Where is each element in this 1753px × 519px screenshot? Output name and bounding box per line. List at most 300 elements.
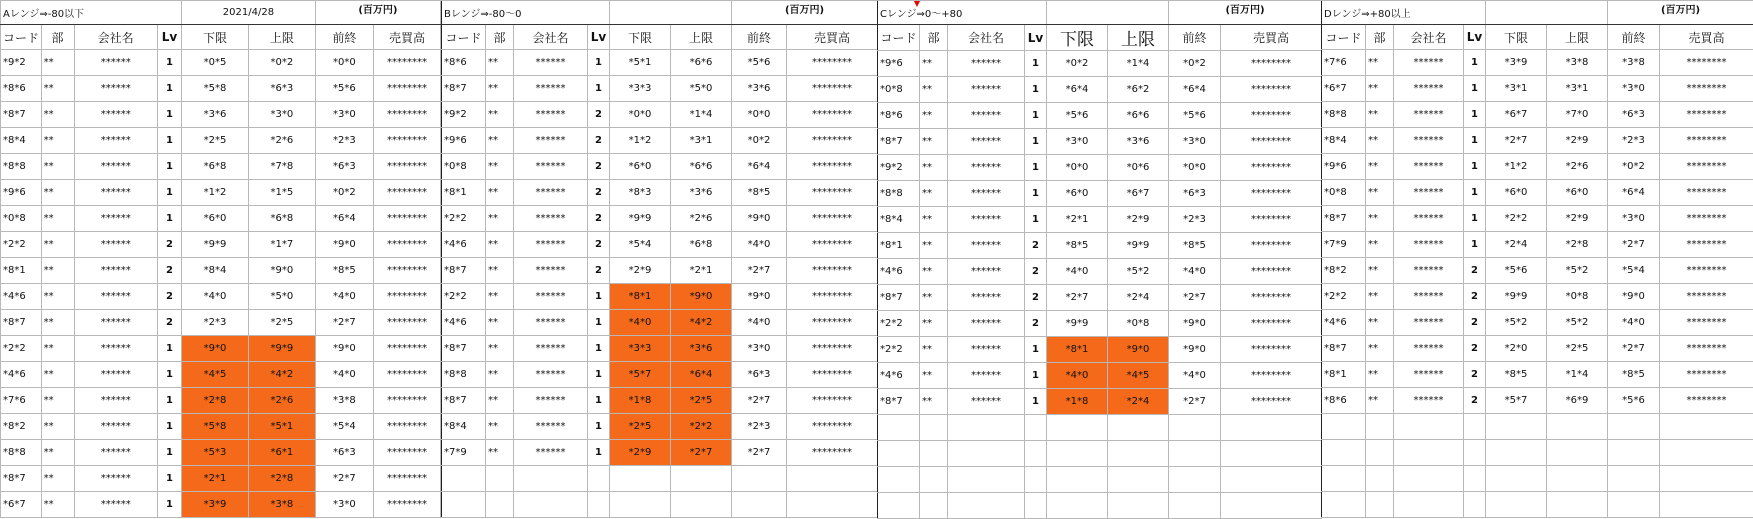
cell-zenshu: *9*0	[315, 336, 373, 362]
empty-cell	[514, 492, 588, 518]
cell-upper: *3*8	[1547, 50, 1608, 76]
cell-volume: ********	[1660, 336, 1753, 362]
cell-code: *6*7	[1322, 76, 1366, 102]
header-zenshu: 前終	[1169, 25, 1221, 51]
cell-company: ******	[74, 258, 157, 284]
cell-volume: ********	[1221, 181, 1322, 207]
cell-lower: *8*4	[182, 258, 249, 284]
cell-code: *8*7	[1, 466, 42, 492]
header-bu: 部	[41, 25, 74, 50]
empty-cell	[948, 493, 1025, 519]
cell-lower: *6*0	[610, 154, 671, 180]
cell-zenshu: *5*6	[315, 76, 373, 102]
cell-code: *8*1	[442, 180, 486, 206]
cell-upper: *6*6	[671, 50, 732, 76]
table-row	[442, 284, 878, 310]
table-row	[878, 311, 1322, 337]
cell-volume: ********	[787, 102, 878, 128]
table-row	[1, 284, 441, 310]
cell-company: ******	[948, 389, 1025, 415]
empty-cell	[1025, 441, 1047, 467]
cell-volume: ********	[373, 466, 440, 492]
cell-upper: *3*8	[248, 492, 315, 518]
unit-label: (百万円)	[732, 1, 878, 25]
cell-zenshu: *2*7	[1169, 389, 1221, 415]
cell-lower: *3*3	[610, 76, 671, 102]
cell-bu: **	[920, 337, 948, 363]
cell-bu: **	[486, 50, 514, 76]
empty-cell	[1486, 414, 1547, 440]
cell-zenshu: *8*5	[1169, 233, 1221, 259]
cell-company: ******	[514, 154, 588, 180]
cell-company: ******	[74, 310, 157, 336]
cell-lv: 2	[588, 180, 610, 206]
cell-zenshu: *9*0	[315, 232, 373, 258]
cell-code: *2*2	[1322, 284, 1366, 310]
cell-code: *8*1	[1322, 362, 1366, 388]
table-row	[878, 337, 1322, 363]
table-row	[1322, 180, 1753, 206]
cell-bu: **	[1366, 128, 1394, 154]
cell-upper: *2*1	[671, 258, 732, 284]
cell-lv: 1	[1464, 50, 1486, 76]
cell-volume: ********	[1660, 154, 1753, 180]
cell-lower: *1*2	[1486, 154, 1547, 180]
empty-cell	[1608, 440, 1660, 466]
empty-cell	[610, 466, 671, 492]
cell-code: *8*4	[442, 414, 486, 440]
cell-lower: *3*0	[1047, 129, 1108, 155]
cell-lv: 2	[1464, 258, 1486, 284]
cell-bu: **	[1366, 284, 1394, 310]
empty-cell	[1322, 492, 1366, 518]
cell-bu: **	[486, 258, 514, 284]
blank-cell	[1486, 1, 1608, 25]
cell-lv: 1	[1464, 76, 1486, 102]
cell-upper: *2*5	[671, 388, 732, 414]
empty-cell	[1047, 493, 1108, 519]
cell-zenshu: *5*4	[1608, 258, 1660, 284]
cell-volume: ********	[1660, 310, 1753, 336]
cell-lv: 1	[157, 440, 181, 466]
cell-lower: *5*8	[182, 76, 249, 102]
cell-bu: **	[486, 180, 514, 206]
cell-bu: **	[41, 440, 74, 466]
cell-bu: **	[1366, 388, 1394, 414]
cell-company: ******	[514, 258, 588, 284]
cell-company: ******	[1394, 362, 1464, 388]
table-row	[1, 362, 441, 388]
empty-cell	[920, 415, 948, 441]
empty-row	[1322, 440, 1753, 466]
cell-bu: **	[920, 181, 948, 207]
header-company: 会社名	[74, 25, 157, 50]
empty-cell	[1221, 415, 1322, 441]
cell-upper: *3*6	[1108, 129, 1169, 155]
cell-volume: ********	[373, 336, 440, 362]
cell-company: ******	[74, 440, 157, 466]
cell-lower: *8*1	[1047, 337, 1108, 363]
empty-cell	[1108, 467, 1169, 493]
empty-cell	[1108, 441, 1169, 467]
empty-cell	[671, 466, 732, 492]
cell-lower: *5*8	[182, 414, 249, 440]
cell-code: *7*9	[442, 440, 486, 466]
cell-lower: *4*0	[1047, 363, 1108, 389]
cell-lower: *2*5	[610, 414, 671, 440]
cell-upper: *5*0	[248, 284, 315, 310]
cell-zenshu: *9*0	[1169, 311, 1221, 337]
cell-company: ******	[1394, 128, 1464, 154]
cell-lower: *3*9	[1486, 50, 1547, 76]
cell-lower: *4*5	[182, 362, 249, 388]
cell-zenshu: *6*3	[315, 154, 373, 180]
cell-volume: ********	[1221, 363, 1322, 389]
cell-code: *2*2	[1, 232, 42, 258]
cell-zenshu: *0*0	[315, 50, 373, 76]
cell-zenshu: *0*2	[315, 180, 373, 206]
table-row	[442, 440, 878, 466]
cell-code: *0*8	[442, 154, 486, 180]
cell-zenshu: *6*3	[1608, 102, 1660, 128]
cell-bu: **	[1366, 206, 1394, 232]
cell-company: ******	[74, 414, 157, 440]
cell-bu: **	[41, 336, 74, 362]
empty-cell	[1464, 492, 1486, 518]
cell-lower: *8*5	[1486, 362, 1547, 388]
cell-lv: 1	[1464, 102, 1486, 128]
cell-upper: *3*6	[671, 336, 732, 362]
header-volume: 売買高	[1221, 25, 1322, 51]
cell-zenshu: *0*2	[1608, 154, 1660, 180]
cell-volume: ********	[1221, 337, 1322, 363]
cell-lv: 1	[157, 206, 181, 232]
cell-volume: ********	[373, 206, 440, 232]
cell-bu: **	[1366, 50, 1394, 76]
cell-lv: 1	[157, 50, 181, 76]
cell-lower: *2*9	[610, 440, 671, 466]
cell-upper: *0*6	[1108, 155, 1169, 181]
table-row	[878, 181, 1322, 207]
cell-code: *9*2	[442, 102, 486, 128]
cell-lv: 1	[157, 76, 181, 102]
header-bu: 部	[920, 25, 948, 51]
range-d-table	[1321, 0, 1753, 518]
cell-company: ******	[74, 284, 157, 310]
cell-bu: **	[41, 466, 74, 492]
comment-indicator-mark	[914, 1, 920, 7]
cell-company: ******	[948, 363, 1025, 389]
header-code: コード	[442, 25, 486, 50]
cell-bu: **	[1366, 76, 1394, 102]
cell-volume: ********	[373, 310, 440, 336]
cell-volume: ********	[1221, 51, 1322, 77]
cell-company: ******	[948, 51, 1025, 77]
cell-lv: 1	[588, 76, 610, 102]
empty-cell	[1660, 414, 1753, 440]
cell-volume: ********	[787, 50, 878, 76]
cell-lv: 1	[1025, 155, 1047, 181]
header-lower: 下限	[1486, 25, 1547, 50]
cell-company: ******	[948, 233, 1025, 259]
cell-volume: ********	[1221, 389, 1322, 415]
empty-cell	[1366, 440, 1394, 466]
empty-cell	[948, 467, 1025, 493]
empty-cell	[1221, 441, 1322, 467]
cell-lv: 2	[157, 258, 181, 284]
cell-bu: **	[41, 102, 74, 128]
table-row	[1322, 310, 1753, 336]
blank-cell	[1047, 1, 1169, 25]
cell-lower: *6*0	[182, 206, 249, 232]
cell-zenshu: *3*0	[1608, 76, 1660, 102]
cell-volume: ********	[1660, 284, 1753, 310]
cell-company: ******	[514, 180, 588, 206]
cell-volume: ********	[1221, 285, 1322, 311]
cell-lv: 1	[157, 154, 181, 180]
header-zenshu: 前終	[732, 25, 787, 50]
cell-volume: ********	[787, 180, 878, 206]
cell-lower: *3*6	[182, 102, 249, 128]
cell-code: *8*7	[442, 388, 486, 414]
cell-company: ******	[74, 76, 157, 102]
cell-volume: ********	[1221, 77, 1322, 103]
cell-zenshu: *6*4	[1608, 180, 1660, 206]
empty-cell	[1608, 466, 1660, 492]
cell-upper: *5*2	[1547, 258, 1608, 284]
table-row	[878, 51, 1322, 77]
cell-zenshu: *2*7	[732, 440, 787, 466]
cell-company: ******	[948, 259, 1025, 285]
cell-bu: **	[41, 414, 74, 440]
cell-upper: *2*7	[671, 440, 732, 466]
cell-lv: 2	[157, 310, 181, 336]
cell-upper: *2*9	[1108, 207, 1169, 233]
table-row	[442, 414, 878, 440]
cell-upper: *6*3	[248, 76, 315, 102]
cell-lower: *0*2	[1047, 51, 1108, 77]
cell-company: ******	[74, 336, 157, 362]
cell-zenshu: *4*0	[1169, 259, 1221, 285]
table-row	[1, 102, 441, 128]
cell-lower: *5*7	[1486, 388, 1547, 414]
cell-lv: 2	[1464, 388, 1486, 414]
cell-volume: ********	[373, 284, 440, 310]
cell-zenshu: *4*0	[1169, 363, 1221, 389]
empty-cell	[1025, 493, 1047, 519]
cell-lower: *2*8	[182, 388, 249, 414]
cell-upper: *6*0	[1547, 180, 1608, 206]
cell-zenshu: *3*0	[732, 336, 787, 362]
cell-code: *8*7	[442, 76, 486, 102]
cell-bu: **	[920, 103, 948, 129]
empty-cell	[1322, 414, 1366, 440]
empty-cell	[1047, 415, 1108, 441]
cell-lv: 1	[1025, 363, 1047, 389]
cell-code: *0*8	[1322, 180, 1366, 206]
cell-upper: *2*8	[248, 466, 315, 492]
cell-code: *8*8	[1, 440, 42, 466]
cell-lv: 1	[1464, 154, 1486, 180]
cell-zenshu: *2*7	[315, 466, 373, 492]
cell-upper: *9*0	[248, 258, 315, 284]
cell-lv: 2	[588, 128, 610, 154]
table-row	[442, 154, 878, 180]
empty-cell	[1025, 467, 1047, 493]
cell-lv: 2	[1025, 311, 1047, 337]
cell-lower: *6*0	[1486, 180, 1547, 206]
cell-lower: *5*3	[182, 440, 249, 466]
empty-cell	[1486, 466, 1547, 492]
table-row	[442, 232, 878, 258]
cell-bu: **	[486, 232, 514, 258]
cell-volume: ********	[1660, 388, 1753, 414]
cell-volume: ********	[787, 154, 878, 180]
table-row	[878, 77, 1322, 103]
cell-code: *2*2	[878, 311, 920, 337]
cell-zenshu: *4*0	[732, 310, 787, 336]
table-row	[1322, 206, 1753, 232]
cell-bu: **	[920, 77, 948, 103]
header-upper: 上限	[671, 25, 732, 50]
cell-company: ******	[1394, 154, 1464, 180]
empty-cell	[1464, 414, 1486, 440]
cell-zenshu: *3*8	[1608, 50, 1660, 76]
cell-volume: ********	[373, 76, 440, 102]
cell-zenshu: *2*7	[732, 388, 787, 414]
empty-cell	[1547, 492, 1608, 518]
empty-cell	[1464, 440, 1486, 466]
cell-lower: *5*6	[1486, 258, 1547, 284]
cell-code: *9*6	[1322, 154, 1366, 180]
cell-zenshu: *2*3	[315, 128, 373, 154]
cell-zenshu: *2*7	[1169, 285, 1221, 311]
table-row	[1322, 336, 1753, 362]
empty-row	[1322, 466, 1753, 492]
cell-code: *8*2	[1, 414, 42, 440]
cell-volume: ********	[787, 336, 878, 362]
table-row	[1322, 102, 1753, 128]
empty-cell	[1366, 466, 1394, 492]
cell-lv: 1	[588, 310, 610, 336]
empty-cell	[1486, 440, 1547, 466]
table-row	[1322, 50, 1753, 76]
cell-company: ******	[74, 492, 157, 518]
cell-lv: 1	[157, 492, 181, 518]
cell-zenshu: *4*0	[315, 284, 373, 310]
cell-lv: 2	[1464, 336, 1486, 362]
empty-cell	[1464, 466, 1486, 492]
cell-volume: ********	[1660, 102, 1753, 128]
empty-cell	[1608, 492, 1660, 518]
cell-lower: *6*7	[1486, 102, 1547, 128]
cell-zenshu: *9*0	[732, 284, 787, 310]
table-row	[442, 180, 878, 206]
cell-lv: 2	[588, 232, 610, 258]
cell-volume: ********	[1221, 233, 1322, 259]
cell-company: ******	[514, 336, 588, 362]
table-row	[878, 207, 1322, 233]
table-row	[878, 285, 1322, 311]
empty-cell	[1394, 440, 1464, 466]
table-row	[1322, 362, 1753, 388]
cell-volume: ********	[1660, 232, 1753, 258]
cell-lower: *2*1	[182, 466, 249, 492]
cell-bu: **	[486, 440, 514, 466]
cell-company: ******	[514, 76, 588, 102]
cell-bu: **	[41, 310, 74, 336]
cell-upper: *3*0	[248, 102, 315, 128]
cell-lower: *4*0	[1047, 259, 1108, 285]
cell-company: ******	[1394, 206, 1464, 232]
cell-lv: 2	[588, 206, 610, 232]
cell-lower: *1*2	[610, 128, 671, 154]
header-volume: 売買高	[787, 25, 878, 50]
cell-lower: *1*8	[1047, 389, 1108, 415]
cell-code: *2*2	[1, 336, 42, 362]
table-row	[1, 310, 441, 336]
cell-lower: *2*2	[1486, 206, 1547, 232]
cell-upper: *1*4	[1108, 51, 1169, 77]
header-company: 会社名	[948, 25, 1025, 51]
cell-code: *4*6	[1, 362, 42, 388]
empty-cell	[486, 492, 514, 518]
cell-lv: 2	[588, 154, 610, 180]
cell-volume: ********	[1660, 180, 1753, 206]
cell-lower: *9*9	[182, 232, 249, 258]
cell-upper: *1*7	[248, 232, 315, 258]
cell-company: ******	[514, 440, 588, 466]
cell-company: ******	[1394, 284, 1464, 310]
cell-code: *8*8	[1, 154, 42, 180]
table-row	[1322, 232, 1753, 258]
empty-cell	[878, 415, 920, 441]
cell-lower: *9*9	[610, 206, 671, 232]
table-row	[442, 336, 878, 362]
cell-volume: ********	[787, 284, 878, 310]
cell-bu: **	[41, 232, 74, 258]
empty-cell	[920, 467, 948, 493]
cell-zenshu: *8*5	[1608, 362, 1660, 388]
cell-upper: *6*6	[671, 154, 732, 180]
cell-bu: **	[486, 284, 514, 310]
cell-zenshu: *0*0	[732, 102, 787, 128]
cell-zenshu: *9*0	[1608, 284, 1660, 310]
empty-cell	[1608, 414, 1660, 440]
range-b-table	[441, 0, 878, 518]
empty-cell	[1547, 466, 1608, 492]
header-bu: 部	[486, 25, 514, 50]
empty-cell	[732, 466, 787, 492]
empty-cell	[610, 492, 671, 518]
cell-lv: 2	[1464, 362, 1486, 388]
cell-lv: 1	[1025, 51, 1047, 77]
cell-code: *8*7	[1, 102, 42, 128]
cell-zenshu: *6*4	[1169, 77, 1221, 103]
cell-lower: *5*7	[610, 362, 671, 388]
cell-bu: **	[1366, 258, 1394, 284]
cell-zenshu: *2*7	[1608, 336, 1660, 362]
cell-company: ******	[514, 414, 588, 440]
cell-volume: ********	[1221, 207, 1322, 233]
cell-upper: *6*7	[1108, 181, 1169, 207]
empty-cell	[1660, 440, 1753, 466]
empty-cell	[1366, 492, 1394, 518]
cell-code: *7*9	[1322, 232, 1366, 258]
cell-company: ******	[514, 310, 588, 336]
cell-volume: ********	[373, 388, 440, 414]
cell-company: ******	[1394, 310, 1464, 336]
